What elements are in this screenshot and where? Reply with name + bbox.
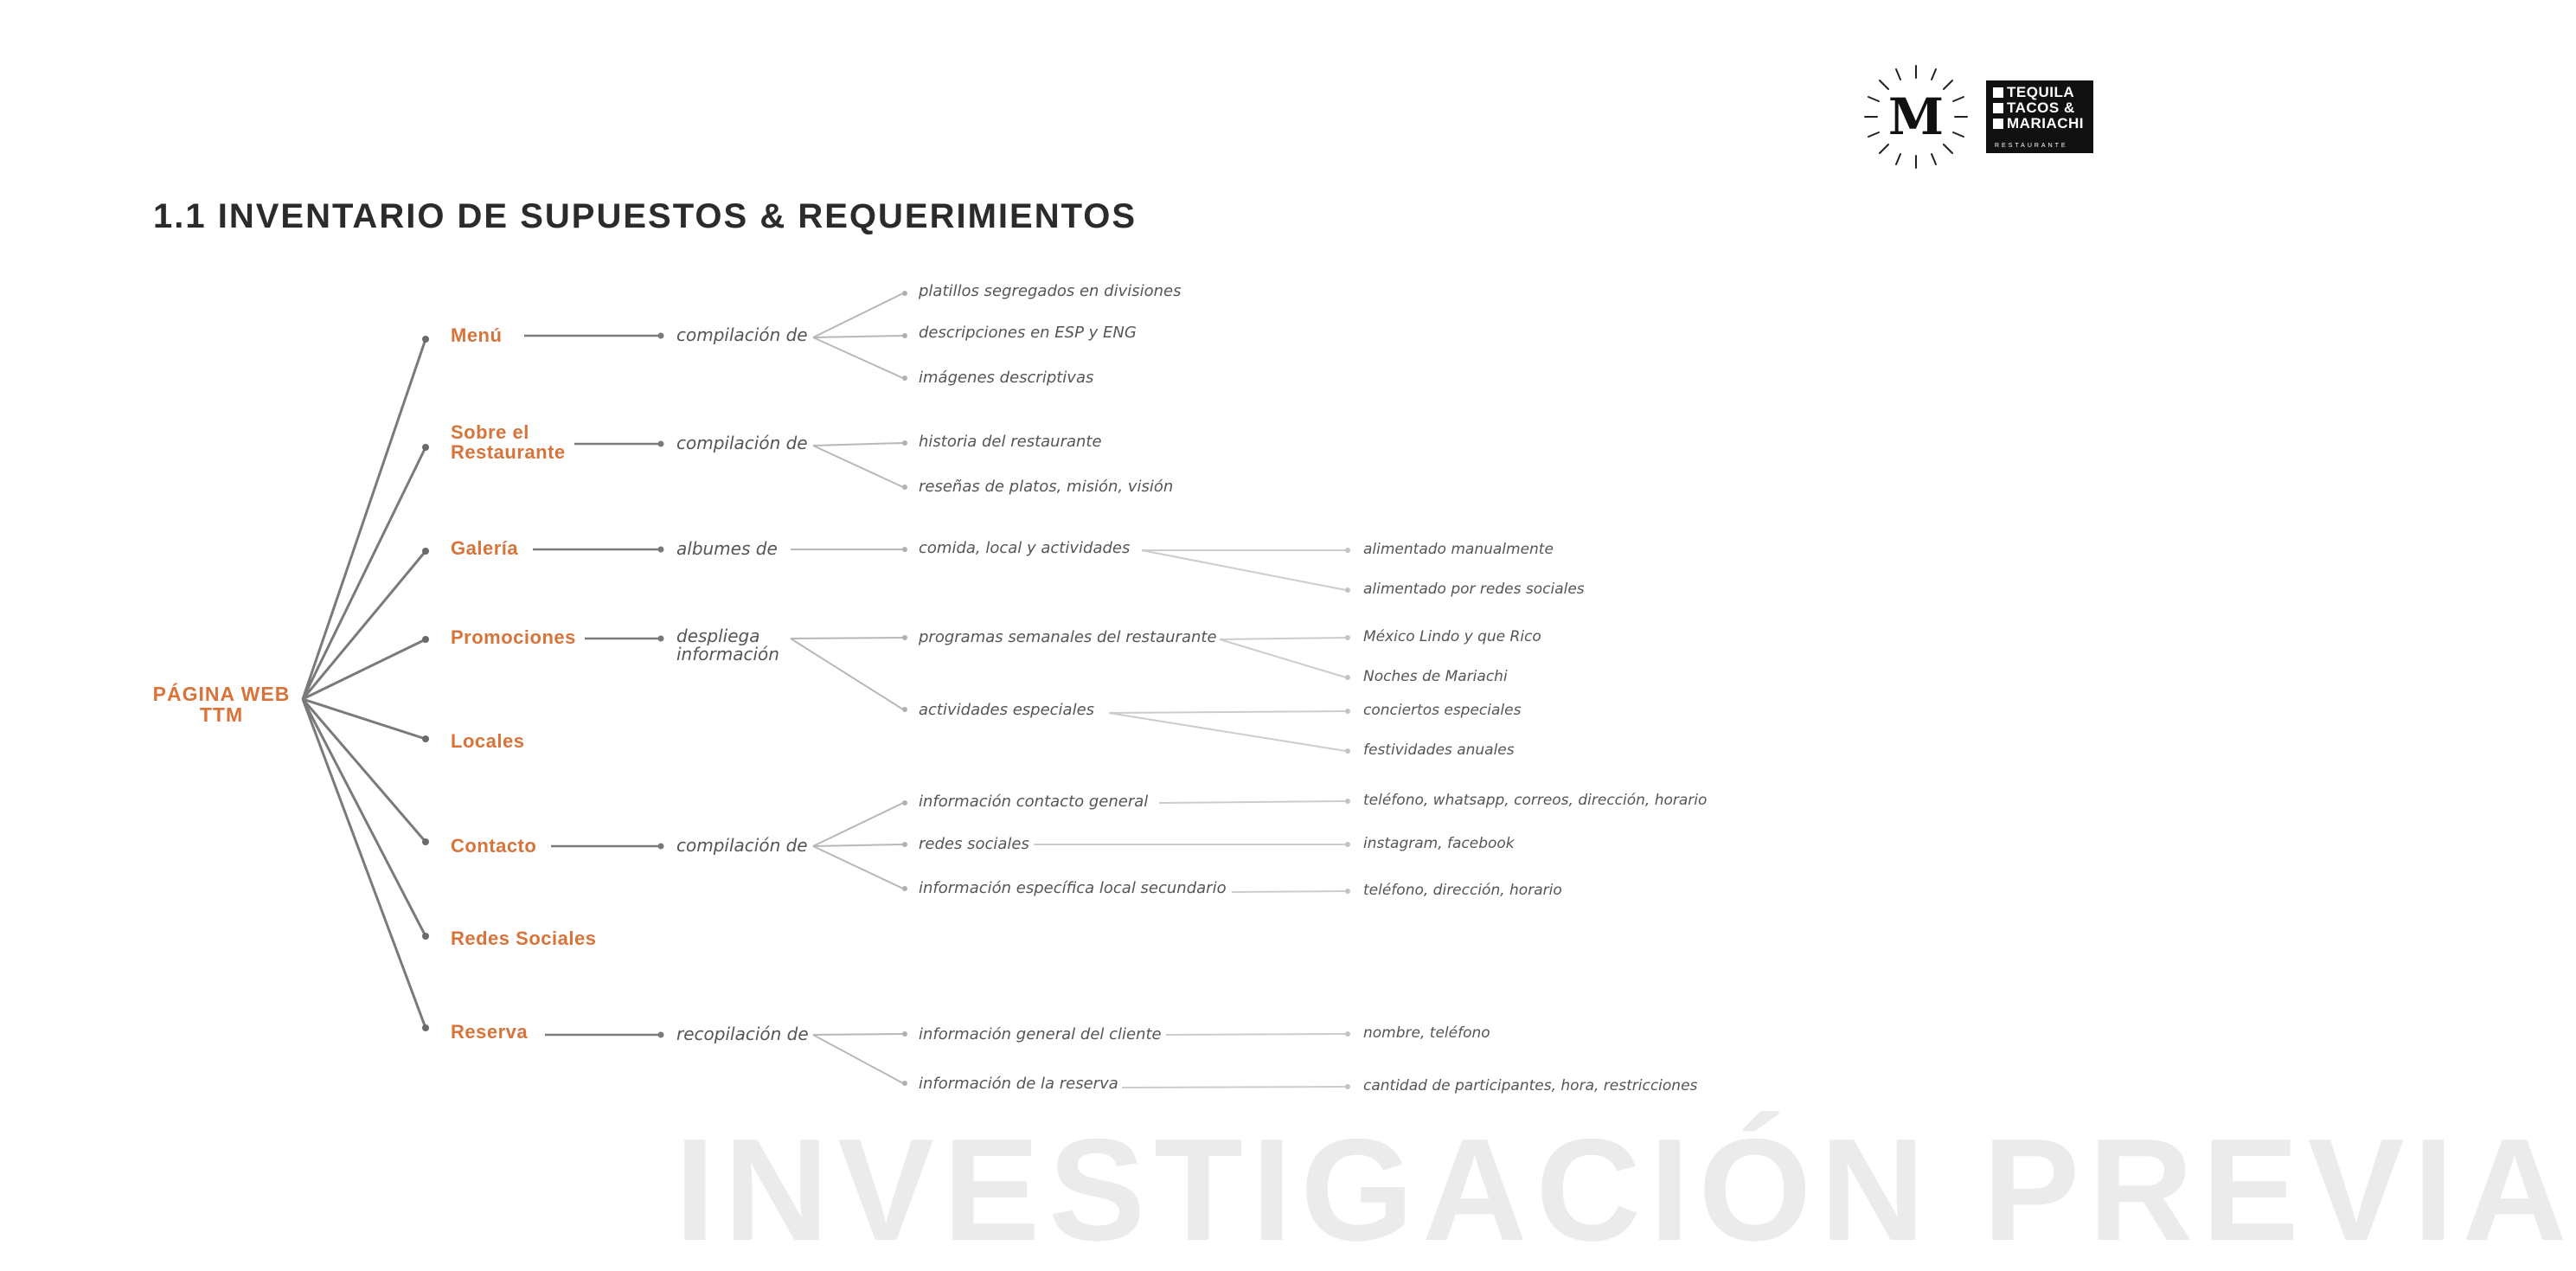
subleaf-redes: instagram, facebook	[1363, 835, 1515, 852]
mid-reserva: recopilación de	[676, 1024, 809, 1044]
subleaf-actividades-1: conciertos especiales	[1363, 702, 1522, 719]
logo-line-2: TACOS &	[2007, 99, 2075, 116]
subleaf-local-secundario: teléfono, dirección, horario	[1363, 882, 1562, 899]
branch-sobre-el-restaurante: Sobre el Restaurante	[451, 421, 566, 463]
branch-promociones: Promociones	[451, 626, 576, 648]
mid-galeria: albumes de	[676, 538, 778, 559]
leaf-contacto-3: información específica local secundario	[919, 879, 1227, 897]
branch-locales: Locales	[451, 730, 525, 752]
logo-icon-1	[1993, 87, 2003, 98]
watermark-text: INVESTIGACIÓN PREVIA	[675, 1108, 2576, 1271]
logo-line-3: MARIACHI	[2007, 115, 2084, 132]
leaf-promociones-1: programas semanales del restaurante	[919, 628, 1217, 646]
leaf-reserva-1: información general del cliente	[919, 1025, 1162, 1043]
mid-menu: compilación de	[676, 324, 808, 345]
subleaf-programas-2: Noches de Mariachi	[1363, 668, 1508, 685]
branch-menu: Menú	[451, 324, 503, 346]
subleaf-programas-1: México Lindo y que Rico	[1363, 628, 1541, 645]
m-sunburst-logo	[1860, 61, 1972, 173]
root-node: PÁGINA WEB TTM	[152, 683, 291, 726]
logo-icon-3	[1993, 119, 2003, 129]
subleaf-cliente: nombre, teléfono	[1363, 1024, 1490, 1042]
leaf-contacto-2: redes sociales	[919, 835, 1029, 853]
leaf-menu-2: descripciones en ESP y ENG	[919, 324, 1137, 342]
subleaf-galeria-1: alimentado manualmente	[1363, 541, 1554, 558]
leaf-contacto-1: información contacto general	[919, 793, 1149, 811]
page-title: 1.1 INVENTARIO DE SUPUESTOS & REQUERIMIENTOS	[153, 197, 1137, 235]
leaf-sobre-1: historia del restaurante	[919, 433, 1102, 451]
logo-subtitle: RESTAURANTE	[1995, 143, 2068, 149]
branch-redes-sociales: Redes Sociales	[451, 928, 597, 949]
mid-sobre: compilación de	[676, 433, 808, 453]
subleaf-galeria-2: alimentado por redes sociales	[1363, 581, 1585, 598]
leaf-menu-1: platillos segregados en divisiones	[919, 282, 1182, 300]
logo-icon-2	[1993, 103, 2003, 113]
tequila-tacos-mariachi-logo	[1986, 80, 2093, 153]
mid-contacto: compilación de	[676, 835, 808, 856]
m-monogram: M	[1887, 87, 1945, 146]
mid-promociones: despliega información	[676, 626, 779, 664]
branch-galeria: Galería	[451, 537, 519, 559]
leaf-menu-3: imágenes descriptivas	[919, 369, 1094, 387]
leaf-sobre-2: reseñas de platos, misión, visión	[919, 478, 1174, 496]
leaf-reserva-2: información de la reserva	[919, 1075, 1118, 1093]
subleaf-actividades-2: festividades anuales	[1363, 741, 1515, 759]
leaf-galeria-1: comida, local y actividades	[919, 539, 1131, 557]
subleaf-contacto-general: teléfono, whatsapp, correos, dirección, horario	[1363, 792, 1708, 809]
branch-reserva: Reserva	[451, 1021, 529, 1043]
leaf-promociones-2: actividades especiales	[919, 701, 1095, 719]
subleaf-reserva: cantidad de participantes, hora, restricciones	[1363, 1077, 1698, 1094]
branch-contacto: Contacto	[451, 835, 537, 857]
logo-line-1: TEQUILA	[2007, 84, 2075, 100]
